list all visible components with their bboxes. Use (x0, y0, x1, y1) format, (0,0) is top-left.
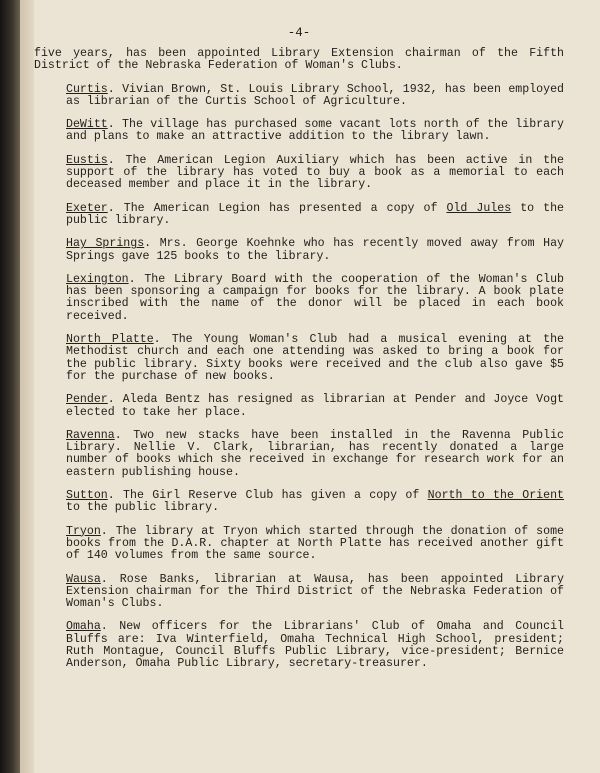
paragraph-text: Mrs. George Koehnke who has recently moved away from Hay Springs gave 125 books to the library. (66, 237, 564, 263)
paragraph-text: The village has purchased some vacant lots north of the library and plans to make an attractive addition to the library lawn. (66, 118, 564, 144)
paragraph-text: five years, has been appointed Library Extension chairman of the Fifth District of the Nebraska Federation of Woman's Clubs. (34, 47, 564, 73)
paragraph-text: The Young Woman's Club had a musical evening at the Methodist church and each one attending was asked to bring a book for the public library. Sixty books were received and the club also gave $5 for the purchase of new books. (66, 333, 564, 383)
place-name: Lexington (66, 272, 129, 286)
paragraph-ravenna: Ravenna. Two new stacks have been installed in the Ravenna Public Library. Nellie V. Clark, librarian, has recently donated a large number of books which she received in exchange for research work for an eastern publishing house. (66, 428, 564, 479)
paragraph-text: Aleda Bentz has resigned as librarian at Pender and Joyce Vogt elected to take her place. (66, 393, 565, 419)
book-title: Old Jules (446, 201, 512, 215)
paragraph-pender: Pender. Aleda Bentz has resigned as librarian at Pender and Joyce Vogt elected to take her place. (66, 393, 565, 419)
paragraph-wausa: Wausa. Rose Banks, librarian at Wausa, has been appointed Library Extension chairman for the Third District of the Nebraska Federation of Woman's Clubs. (66, 572, 564, 611)
paragraph-hay-springs: Hay Springs. Mrs. George Koehnke who has recently moved away from Hay Springs gave 125 books to the library. (66, 237, 564, 263)
place-name: Wausa (66, 572, 101, 586)
paragraph-lexington: Lexington. The Library Board with the cooperation of the Woman's Club has been sponsoring a campaign for books for the library. A book plate inscribed with the name of the donor will be placed in each book received. (66, 272, 565, 323)
paragraph-text: The Girl Reserve Club has given a copy of (123, 489, 428, 503)
document-page (34, 0, 600, 773)
paragraph-exeter: Exeter. The American Legion has presented a copy of Old Jules to the public library. (66, 201, 565, 227)
paragraph-text: The library at Tryon which started through the donation of some books from the D.A.R. chapter at North Platte has received another gift of 140 volumes from the same source. (66, 524, 564, 563)
place-name: Omaha (66, 620, 101, 634)
paragraph-text: Rose Banks, librarian at Wausa, has been appointed Library Extension chairman for the Third District of the Nebraska Federation of Woman's Clubs. (66, 572, 564, 611)
facing-page-edge (20, 0, 34, 773)
place-name: Pender (66, 393, 108, 407)
paragraph-sutton: Sutton. The Girl Reserve Club has given a copy of North to the Orient to the public library. (66, 489, 564, 515)
paragraph-text: Two new stacks have been installed in the Ravenna Public Library. Nellie V. Clark, librarian, has recently donated a large number of books which she received in exchange for research work for an eastern publishing house. (66, 428, 564, 479)
place-name: Curtis (66, 82, 108, 96)
paragraph-continued (34, 48, 564, 73)
paragraph-north-platte: North Platte. The Young Woman's Club had a musical evening at the Methodist church and each one attending was asked to bring a book for the public library. Sixty books were received and the club also gave $5 for the purchase of new books. (66, 333, 564, 383)
paragraph-eustis: Eustis. The American Legion Auxiliary which has been active in the support of the library has voted to buy a book as a memorial to each deceased member and place it in the library. (66, 153, 564, 192)
paragraph-text: New officers for the Librarians' Club of Omaha and Council Bluffs are: Iva Winterfield, Omaha Technical High School, president; Ruth Montague, Council Bluffs Public Library, vice-president; Bernice Anderson, Omaha Public Library, secretary-treasurer. (66, 620, 565, 671)
paragraph-text: to the public library. (66, 501, 220, 515)
place-name: Tryon (66, 524, 101, 538)
place-name: DeWitt (66, 118, 108, 132)
paragraph-omaha: Omaha. New officers for the Librarians' Club of Omaha and Council Bluffs are: Iva Winterfield, Omaha Technical High School, president; Ruth Montague, Council Bluffs Public Library, vice-president; Bernice Anderson, Omaha Public Library, secretary-treasurer. (66, 620, 565, 671)
book-title: North to the Orient (427, 489, 564, 503)
paragraph-tryon: Tryon. The library at Tryon which started through the donation of some books from the D.A.R. chapter at North Platte has received another gift of 140 volumes from the same source. (66, 524, 564, 563)
paragraph-text: The American Legion has presented a copy of (123, 201, 447, 215)
place-name: Sutton (66, 489, 108, 503)
page-number: -4- (287, 26, 311, 40)
paragraph-text: to the public library. (66, 201, 565, 227)
place-name: Hay Springs (66, 237, 145, 251)
paragraph-curtis: Curtis. Vivian Brown, St. Louis Library School, 1932, has been employed as librarian of the Curtis School of Agriculture. (66, 82, 564, 108)
document-body (34, 48, 564, 682)
place-name: North Platte (66, 333, 154, 347)
page-binding-shadow (0, 0, 20, 773)
paragraph-text: The American Legion Auxiliary which has been active in the support of the library has voted to buy a book as a memorial to each deceased member and place it in the library. (66, 153, 564, 192)
paragraph-text: The Library Board with the cooperation of the Woman's Club has been sponsoring a campaign for books for the library. A book plate inscribed with the name of the donor will be placed in each book received. (66, 272, 565, 323)
place-name: Exeter (66, 201, 108, 215)
paragraph-dewitt: DeWitt. The village has purchased some vacant lots north of the library and plans to make an attractive addition to the library lawn. (66, 118, 564, 144)
place-name: Ravenna (66, 428, 115, 442)
paragraph-text: Vivian Brown, St. Louis Library School, 1932, has been employed as librarian of the Curtis School of Agriculture. (66, 82, 564, 108)
place-name: Eustis (66, 153, 108, 167)
